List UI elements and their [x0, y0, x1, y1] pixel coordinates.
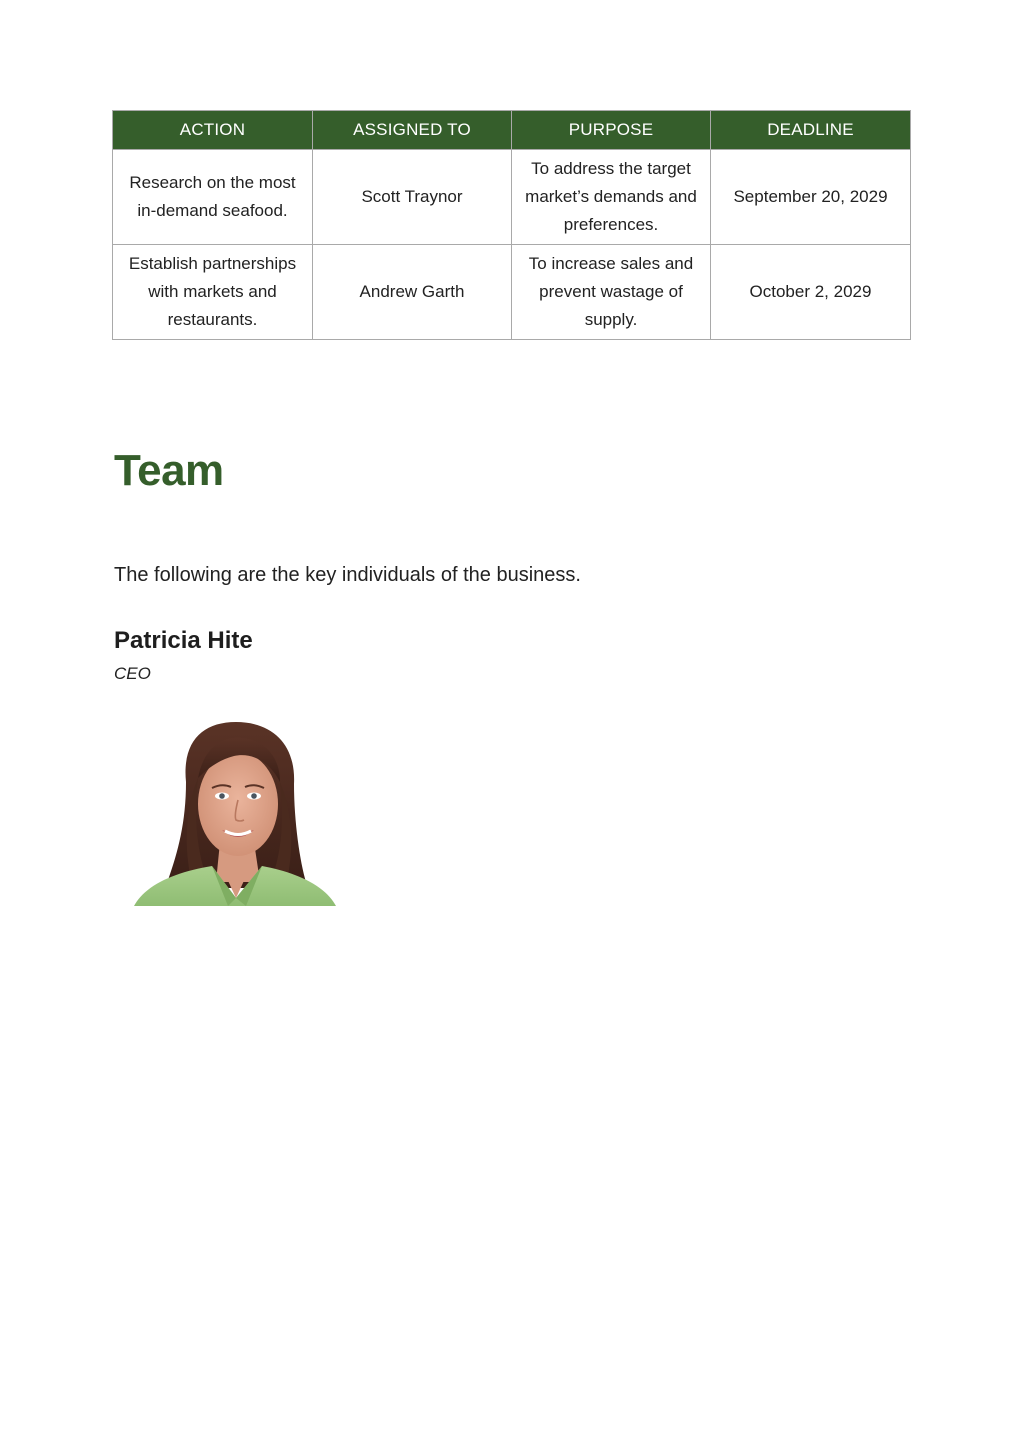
cell-assigned-to: Scott Traynor [313, 150, 512, 245]
cell-assigned-to: Andrew Garth [313, 245, 512, 340]
column-header-purpose: PURPOSE [512, 111, 711, 150]
table-row [113, 150, 911, 245]
portrait-icon [124, 712, 344, 906]
portrait-photo [124, 712, 344, 906]
section-title-team: Team [114, 446, 224, 495]
member-role: CEO [114, 664, 151, 683]
table-header-row [113, 111, 911, 150]
column-header-deadline: DEADLINE [711, 111, 911, 150]
member-name: Patricia Hite [114, 627, 253, 654]
table-row [113, 245, 911, 340]
column-header-action: ACTION [113, 111, 313, 150]
cell-action: Research on the most in-demand seafood. [113, 150, 313, 245]
cell-deadline: October 2, 2029 [711, 245, 911, 340]
cell-action: Establish partnerships with markets and restaurants. [113, 245, 313, 340]
action-plan-table [112, 110, 911, 340]
column-header-assigned-to: ASSIGNED TO [313, 111, 512, 150]
cell-purpose: To increase sales and prevent wastage of supply. [512, 245, 711, 340]
team-intro-text: The following are the key individuals of the business. [114, 564, 581, 586]
cell-deadline: September 20, 2029 [711, 150, 911, 245]
cell-purpose: To address the target market’s demands and preferences. [512, 150, 711, 245]
